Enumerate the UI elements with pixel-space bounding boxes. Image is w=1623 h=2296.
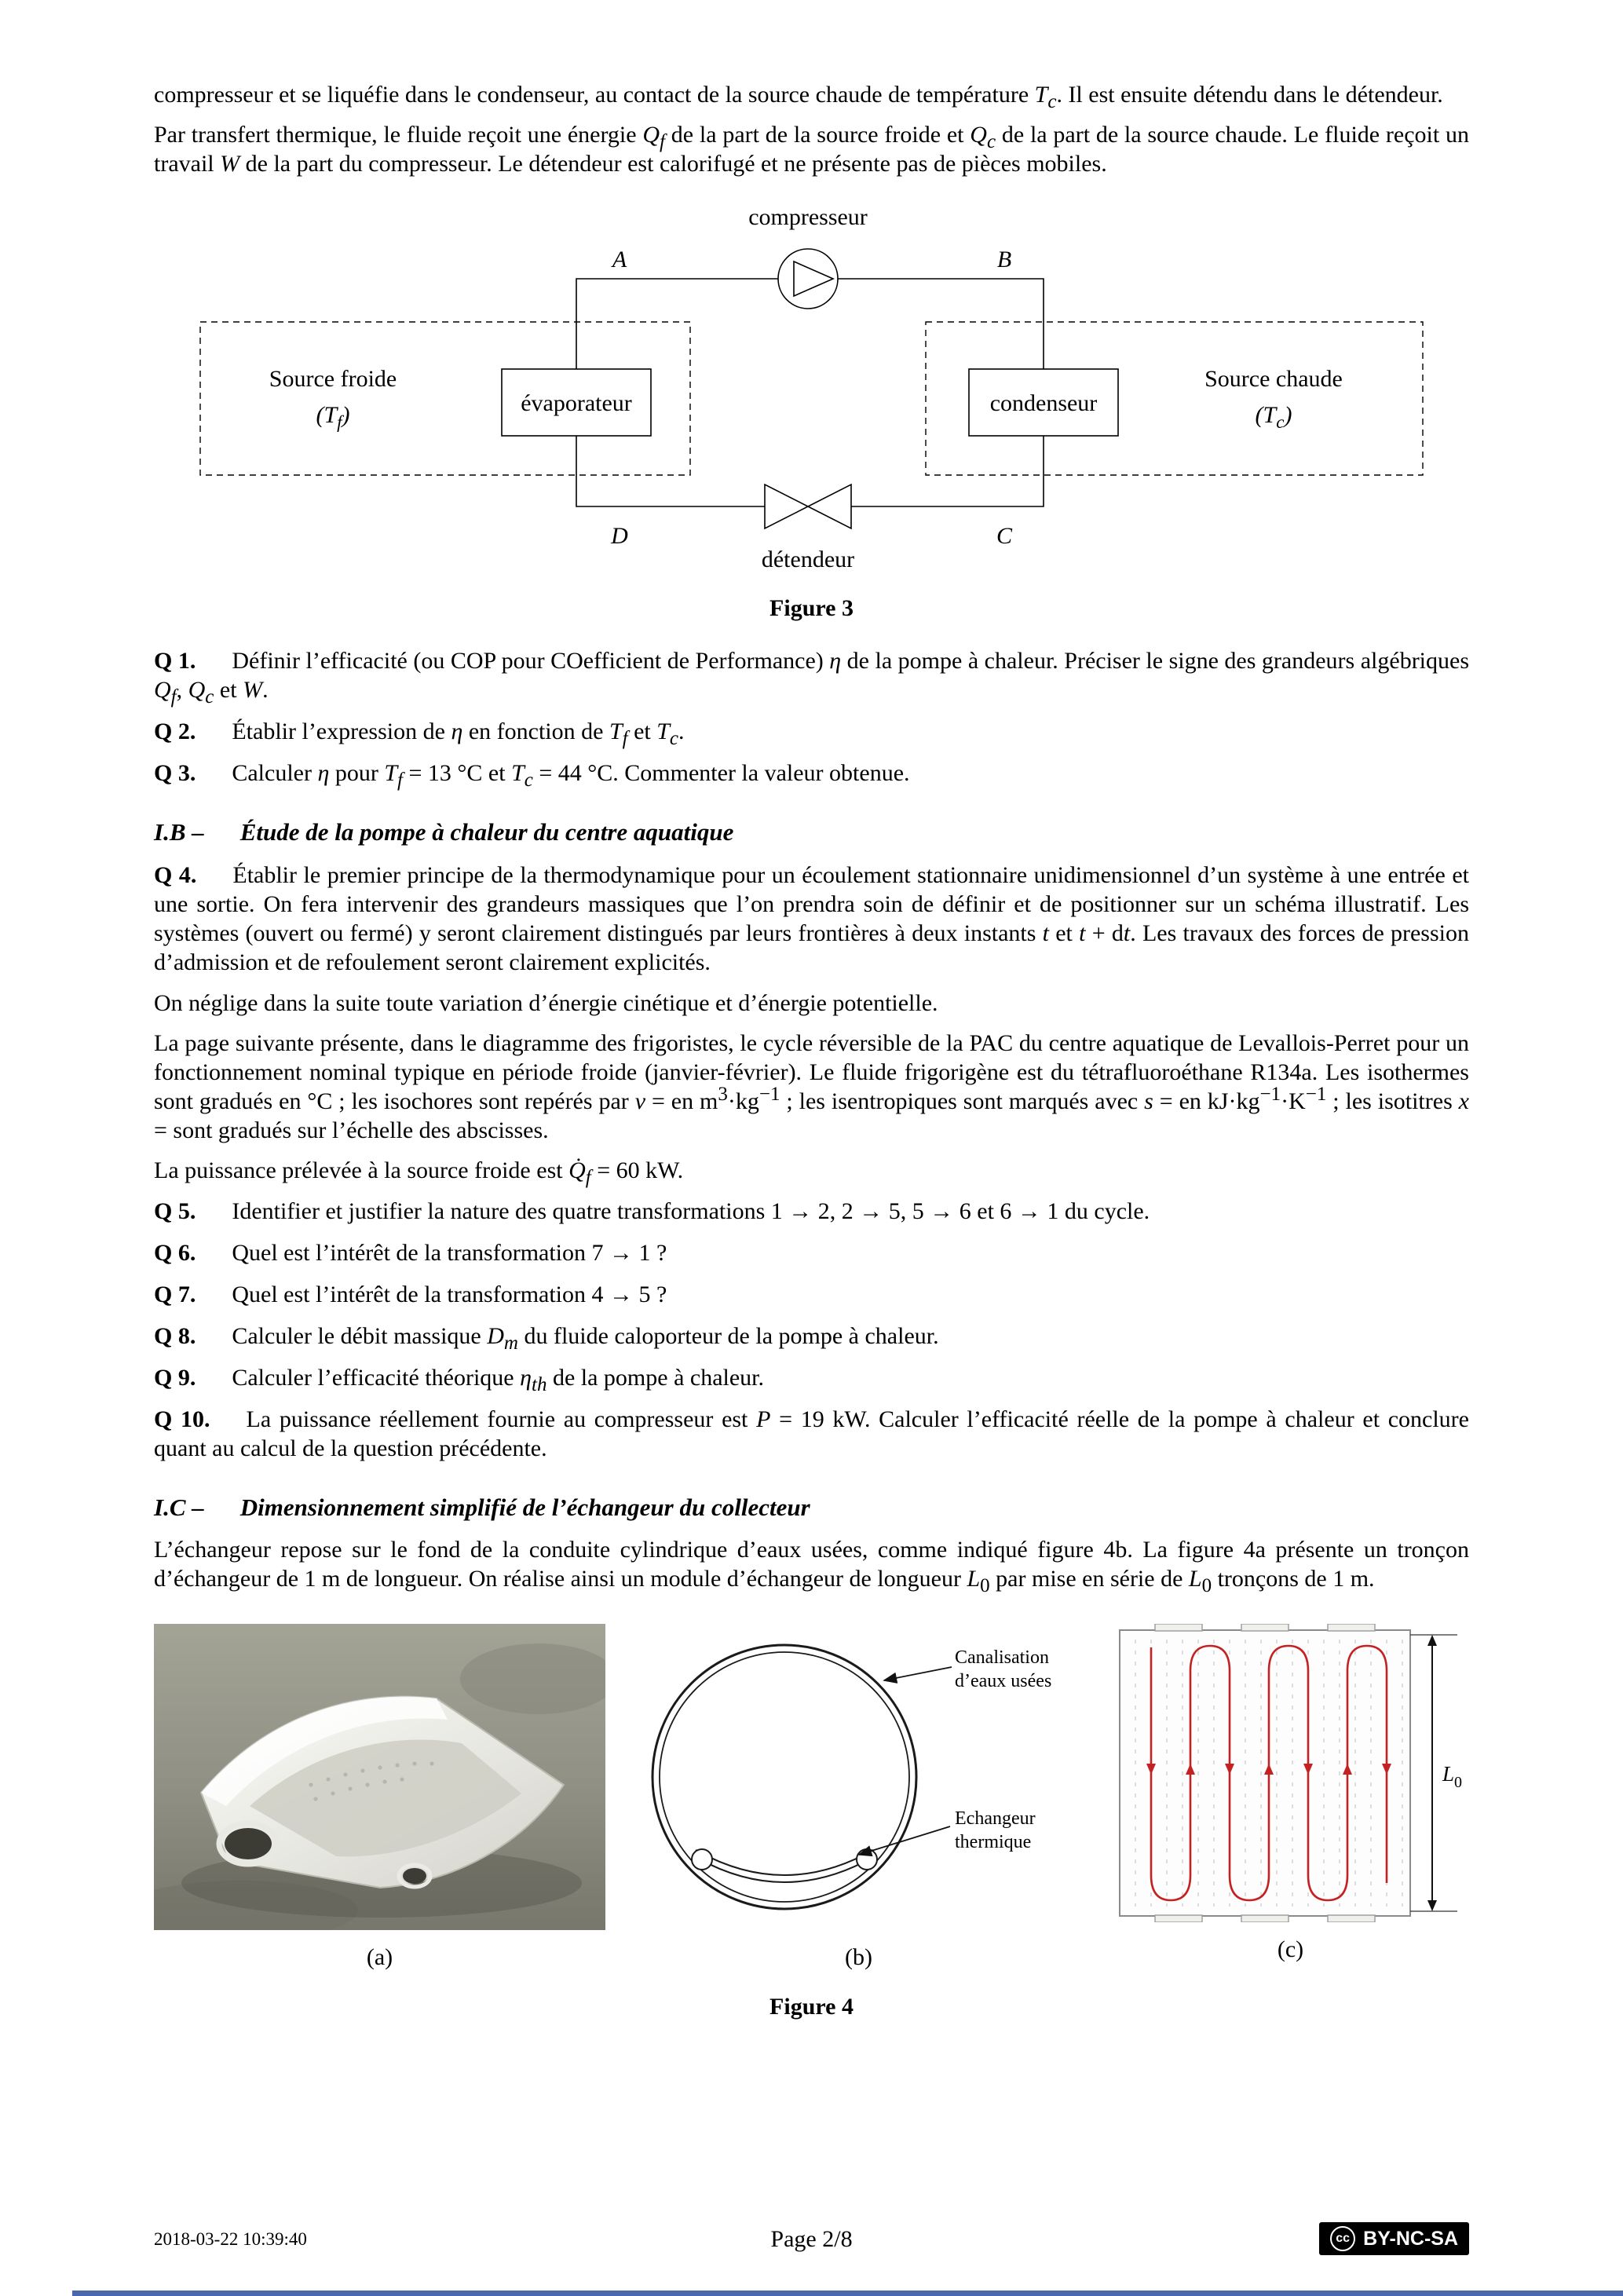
page-number: Page 2/8	[770, 2225, 853, 2252]
subcaption-c: (c)	[1277, 1936, 1304, 1962]
question-number: Q 4.	[154, 862, 197, 888]
footer-license-area	[853, 2222, 1469, 2255]
question-number: Q 7.	[154, 1281, 196, 1307]
question-text: Quel est l’intérêt de la transformation 7 → 1 ?	[232, 1240, 667, 1266]
pipe-evaporator-to-expander	[576, 436, 765, 506]
figure4-caption: Figure 4	[769, 1994, 854, 2020]
node-label-a: A	[612, 247, 627, 272]
echangeur-label-line2: thermique	[954, 1832, 1031, 1852]
question-q3	[154, 759, 1469, 791]
condenser-label: condenseur	[989, 390, 1097, 416]
cold-source-label: Source froide	[269, 366, 397, 392]
question-text: La puissance réellement fournie au compresseur est P = 19 kW. Calculer l’efficacité réelle de la pompe à chaleur et conclure quant au calcul de la question précédente.	[154, 1406, 1469, 1461]
hot-source-temp: $(T_c)$	[1255, 402, 1292, 432]
question-q4	[154, 861, 1469, 977]
expander-label: détendeur	[761, 547, 854, 572]
question-number: Q 9.	[154, 1365, 196, 1391]
length-label: $L_0$	[1442, 1762, 1463, 1791]
tube-end-opening	[225, 1828, 272, 1859]
subcaption-a: (a)	[366, 1944, 393, 1970]
exchanger-liner-top	[696, 1850, 873, 1875]
figure4	[154, 1624, 1469, 1972]
cc-logo-icon: cc	[1330, 2226, 1355, 2251]
evaporator-label: évaporateur	[520, 390, 632, 416]
expansion-valve-icon	[808, 484, 851, 528]
question-q8	[154, 1322, 1469, 1354]
figure3-diagram	[199, 204, 1424, 581]
cold-source-temp: $(T_f)$	[315, 402, 350, 432]
section-title: Dimensionnement simplifié de l’échangeur du collecteur	[239, 1493, 810, 1521]
section-heading-ic	[154, 1493, 1469, 1522]
question-text: Quel est l’intérêt de la transformation 4 → 5 ?	[232, 1281, 667, 1307]
tube-end-opening	[403, 1868, 426, 1884]
node-label-d: D	[610, 523, 628, 549]
page-edge-artifact	[72, 2291, 1623, 2296]
echangeur-label-line1: Echangeur	[954, 1808, 1036, 1829]
question-text: Calculer η pour $T_f = 13$ °C et $T_c = 44$ °C. Commenter la valeur obtenue.	[232, 760, 910, 791]
figure4-panel-c	[1112, 1624, 1469, 1964]
canalisation-label-line2: d’eaux usées	[954, 1671, 1051, 1691]
paragraph-frigoristes: La page suivante présente, dans le diagramme des frigoristes, le cycle réversible de la PAC du centre aquatique de Levallois-Perret pour un fonctionnement nominal typique en période froide (janvier-février). Le fluide frigorigène est du tétrafluoroéthane R134a. Les isothermes sont gradués en °C ; les isochores sont repérés par v = en $m^3\cdot kg^{-1}$ ; les isentropiques sont marqués avec s = en $kJ\cdot kg^{-1}\cdot K^{-1}$ ; les isotitres x = sont gradués sur l’échelle des abscisses.	[154, 1030, 1469, 1143]
compressor-label: compresseur	[748, 204, 868, 230]
node-label-c: C	[996, 523, 1012, 549]
question-number: Q 8.	[154, 1323, 196, 1349]
question-q2	[154, 717, 1469, 749]
question-text: Calculer le débit massique $D_m$ du fluide caloporteur de la pompe à chaleur.	[232, 1323, 939, 1354]
question-q5	[154, 1197, 1469, 1226]
exchanger-module-diagram	[1112, 1624, 1469, 1922]
intro-paragraph-2: Par transfert thermique, le fluide reçoit une énergie $Q_f$ de la part de la source froide et $Q_c$ de la part de la source chaude. Le fluide reçoit un travail W de la part du compresseur. Le détendeur est calorifugé et ne présente pas de pièces mobiles.	[154, 122, 1469, 177]
figure3-caption: Figure 3	[769, 595, 854, 621]
cc-license-badge	[1319, 2222, 1469, 2255]
pipe-evaporator-to-compressor	[576, 279, 778, 369]
canalisation-arrow	[884, 1667, 952, 1680]
paragraph-echangeur: L’échangeur repose sur le fond de la conduite cylindrique d’eaux usées, comme indiqué figure 4b. La figure 4a présente un tronçon d’échangeur de 1 m de longueur. On réalise ainsi un module d’échangeur de longueur $L_0$ par mise en série de $L_0$ tronçons de 1 m.	[154, 1537, 1469, 1596]
section-number: I.C –	[154, 1493, 204, 1521]
canalisation-label-line1: Canalisation	[954, 1647, 1049, 1668]
paragraph-puissance: La puissance prélevée à la source froide est $Q̇_f = 60$ kW.	[154, 1157, 684, 1188]
figure4-panel-a	[154, 1624, 605, 1972]
question-number: Q 10.	[154, 1406, 210, 1432]
question-q1	[154, 646, 1470, 707]
license-label: BY-NC-SA	[1363, 2227, 1458, 2250]
exchanger-tube-left	[692, 1849, 712, 1870]
node-label-b: B	[996, 247, 1011, 272]
question-number: Q 1.	[154, 648, 196, 674]
section-number: I.B –	[154, 818, 204, 846]
figure3	[199, 204, 1424, 581]
intro-paragraph-1: compresseur et se liquéfie dans le condenseur, au contact de la source chaude de température $T_c$. Il est ensuite détendu dans le détendeur.	[154, 82, 1443, 112]
pipe-condenser-to-expander	[851, 436, 1044, 506]
exchanger-liner-bottom	[696, 1857, 873, 1882]
question-text: Identifier et justifier la nature des quatre transformations 1 → 2, 2 → 5, 5 → 6 et 6 → 1 du cycle.	[232, 1198, 1150, 1224]
subcaption-b: (b)	[845, 1944, 872, 1970]
dimension-arrowhead-down	[1427, 1900, 1437, 1911]
question-q6	[154, 1238, 1469, 1267]
section-heading-ib	[154, 817, 1469, 846]
section-title: Étude de la pompe à chaleur du centre aquatique	[239, 818, 734, 846]
question-text: Établir l’expression de η en fonction de $T_f$ et $T_c$.	[232, 718, 685, 749]
question-text: Établir le premier principe de la thermodynamique pour un écoulement stationnaire unidimensionnel d’un système à une entrée et une sortie. On fera intervenir des grandeurs massiques que l’on prendra soin de définir et de positionner sur un schéma illustratif. Les systèmes (ouvert ou fermé) y seront clairement distingués par leurs frontières à deux instants t et t + dt. Les travaux des forces de pression d’admission et de refoulement seront clairement explicités.	[154, 862, 1469, 975]
question-q10	[154, 1405, 1469, 1463]
exchanger-photo	[154, 1624, 605, 1930]
figure4-panel-b	[647, 1624, 1071, 1972]
pipe-cross-section-diagram	[647, 1624, 1071, 1930]
question-number: Q 3.	[154, 760, 196, 786]
question-q7	[154, 1280, 1469, 1309]
question-text: Calculer l’efficacité théorique $\eta_{th}$ de la pompe à chaleur.	[232, 1365, 765, 1395]
paragraph-neglige: On néglige dans la suite toute variation d’énergie cinétique et d’énergie potentielle.	[154, 990, 938, 1016]
question-number: Q 5.	[154, 1198, 196, 1224]
question-q9	[154, 1363, 1469, 1395]
question-text: Définir l’efficacité (ou COP pour COefficient de Performance) η de la pompe à chaleur. Préciser le signe des grandeurs algébriques $Q_f$, $Q_c$ et W.	[154, 648, 1470, 707]
footer-timestamp: 2018-03-22 10:39:40	[154, 2228, 307, 2249]
expansion-valve-icon	[765, 484, 808, 528]
hot-source-label: Source chaude	[1204, 366, 1343, 392]
pipe-compressor-to-condenser	[838, 279, 1044, 369]
question-number: Q 2.	[154, 718, 196, 744]
dimension-arrowhead-up	[1427, 1635, 1437, 1646]
pipe-outer-wall	[652, 1645, 916, 1909]
question-number: Q 6.	[154, 1240, 196, 1266]
page-footer	[154, 2222, 1469, 2255]
